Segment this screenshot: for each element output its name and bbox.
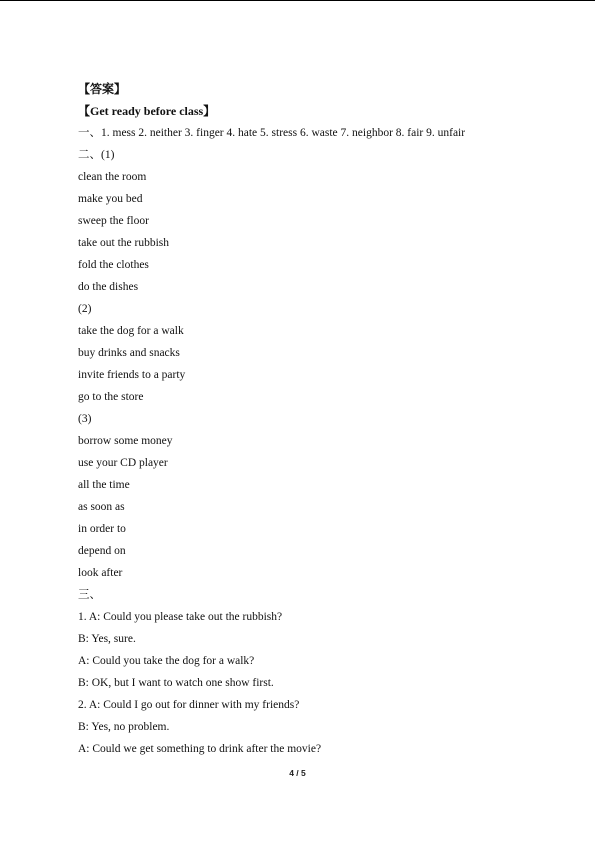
section-title: 【Get ready before class】 [78, 104, 216, 118]
part-three-heading: 三、 [78, 589, 101, 601]
dialogue-line: 1. A: Could you please take out the rubbish? [78, 611, 283, 623]
phrase-line: take out the rubbish [78, 237, 170, 249]
header-rule [0, 0, 595, 1]
dialogue-line: B: OK, but I want to watch one show first. [78, 677, 274, 689]
phrase-line: look after [78, 567, 123, 579]
phrase-line: use your CD player [78, 457, 168, 469]
phrase-line: take the dog for a walk [78, 325, 184, 337]
phrase-line: clean the room [78, 171, 147, 183]
dialogue-line: B: Yes, no problem. [78, 721, 170, 733]
phrase-line: depend on [78, 545, 126, 557]
answer-lines [78, 122, 548, 760]
answer-title: 【答案】 [78, 82, 127, 96]
subsection-label: (3) [78, 413, 92, 425]
phrase-line: buy drinks and snacks [78, 347, 180, 359]
phrase-line: fold the clothes [78, 259, 149, 271]
dialogue-line: A: Could we get something to drink after the movie? [78, 743, 322, 755]
subsection-label: (2) [78, 303, 92, 315]
phrase-line: borrow some money [78, 435, 173, 447]
phrase-line: all the time [78, 479, 130, 491]
vocab-answers: 一、1. mess 2. neither 3. finger 4. hate 5. stress 6. waste 7. neighbor 8. fair 9. unfair [78, 127, 466, 139]
phrase-line: as soon as [78, 501, 125, 513]
page-number: 4 / 5 [289, 768, 306, 778]
phrase-line: go to the store [78, 391, 144, 403]
answer-content [78, 78, 548, 760]
dialogue-line: A: Could you take the dog for a walk? [78, 655, 255, 667]
dialogue-line: 2. A: Could I go out for dinner with my friends? [78, 699, 300, 711]
part-two-heading: 二、(1) [78, 149, 115, 161]
phrase-line: make you bed [78, 193, 143, 205]
phrase-line: invite friends to a party [78, 369, 186, 381]
phrase-line: do the dishes [78, 281, 139, 293]
phrase-line: sweep the floor [78, 215, 149, 227]
dialogue-line: B: Yes, sure. [78, 633, 136, 645]
phrase-line: in order to [78, 523, 126, 535]
